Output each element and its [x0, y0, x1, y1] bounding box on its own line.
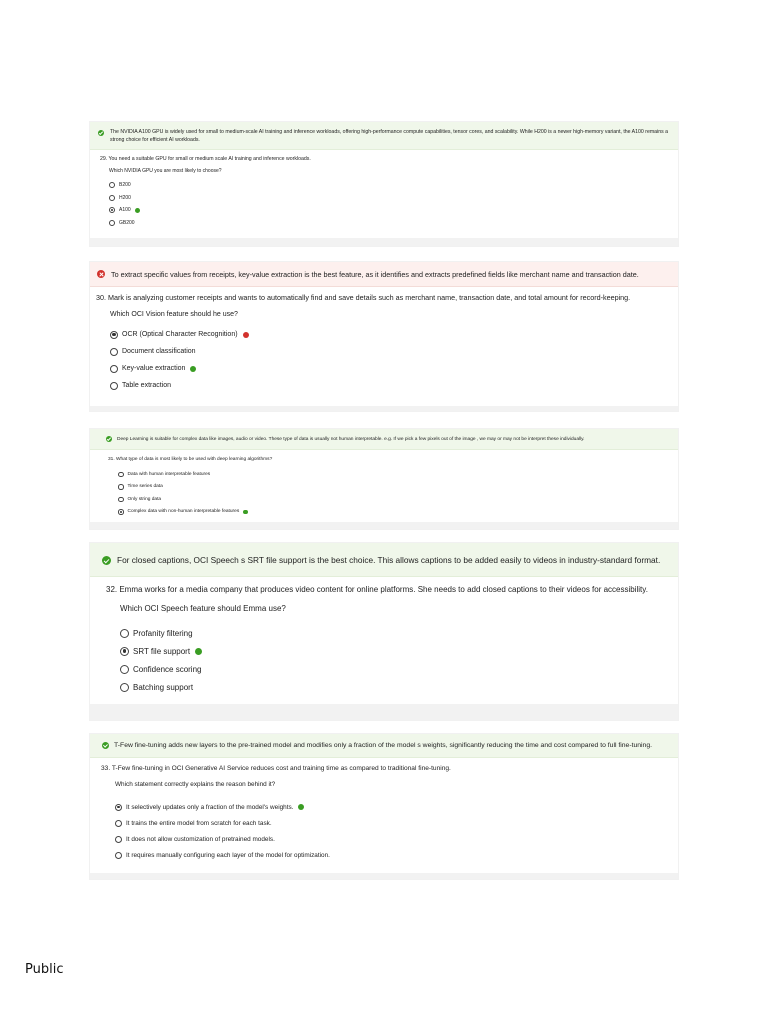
radio-button[interactable] [110, 348, 118, 356]
question-card-31 [90, 429, 678, 529]
check-circle-icon [106, 436, 112, 442]
option-label: Only string data [127, 496, 162, 502]
option-time-series[interactable] [118, 481, 678, 494]
feedback-text: To extract specific values from receipts, key-value extraction is the best feature, as it identifies and extracts predefined fields like merchant name and transaction date. [111, 270, 639, 279]
card-footer-shade [90, 704, 678, 720]
check-circle-icon [102, 556, 111, 565]
radio-button[interactable] [118, 472, 124, 478]
option-human-interpretable[interactable] [118, 468, 678, 481]
option-profanity-filtering[interactable] [120, 624, 678, 642]
radio-button-selected[interactable] [115, 804, 122, 811]
option-label: Confidence scoring [133, 664, 202, 674]
option-selective-update[interactable] [115, 799, 678, 815]
radio-button-selected[interactable] [120, 647, 129, 656]
option-label: It trains the entire model from scratch for each task. [126, 819, 272, 827]
question-card-30 [90, 262, 678, 411]
error-circle-icon [97, 270, 105, 278]
feedback-text: T-Few fine-tuning adds new layers to the pre-trained model and modifies only a fraction of the model s weights, significantly reducing the time and cost compared to full fine-tuning. [114, 742, 652, 749]
question-card-32 [90, 543, 678, 720]
option-b200[interactable] [109, 179, 678, 192]
radio-button[interactable] [109, 195, 115, 201]
card-footer-shade [90, 873, 678, 879]
option-label: It requires manually configuring each layer of the model for optimization. [126, 851, 330, 859]
options-list [90, 462, 678, 518]
option-label: OCR (Optical Character Recognition) [122, 331, 238, 338]
option-label: It selectively updates only a fraction of the model's weights. [126, 803, 294, 811]
check-circle-icon [102, 742, 109, 749]
option-label: Table extraction [122, 382, 172, 389]
option-manual-layer-config[interactable] [115, 847, 678, 863]
option-no-customization[interactable] [115, 831, 678, 847]
check-circle-icon [98, 130, 104, 136]
feedback-banner [90, 429, 678, 450]
feedback-banner [90, 122, 678, 150]
question-text: 32. Emma works for a media company that produces video content for online platforms. She needs to add closed captions to their videos for accessibility. [106, 585, 648, 594]
incorrect-dot-icon [243, 332, 249, 338]
correct-dot-icon [190, 366, 196, 372]
radio-button[interactable] [115, 836, 122, 843]
radio-button[interactable] [110, 382, 118, 390]
option-complex-data[interactable] [118, 506, 678, 519]
correct-dot-icon [135, 208, 140, 213]
card-footer-shade [90, 238, 678, 246]
radio-button[interactable] [118, 484, 124, 490]
option-label: Profanity filtering [133, 628, 193, 638]
option-label: Batching support [133, 682, 194, 692]
feedback-banner [90, 734, 678, 758]
feedback-banner [90, 543, 678, 577]
options-list [90, 174, 678, 229]
card-footer-shade [90, 406, 678, 411]
option-label: H200 [119, 194, 131, 201]
question-prompt: Which OCI Vision feature should he use? [110, 311, 238, 318]
option-confidence-scoring[interactable] [120, 660, 678, 678]
option-document-classification[interactable] [110, 343, 678, 360]
radio-button-selected[interactable] [109, 207, 115, 213]
radio-button[interactable] [120, 665, 129, 674]
radio-button-selected[interactable] [110, 331, 118, 339]
feedback-banner [90, 262, 678, 287]
option-a100[interactable] [109, 204, 678, 217]
radio-button[interactable] [109, 220, 115, 226]
option-label: SRT file support [133, 646, 191, 656]
radio-button-selected[interactable] [118, 509, 124, 515]
option-label: A100 [119, 207, 131, 214]
question-text: 30. Mark is analyzing customer receipts and wants to automatically find and save details such as merchant name, transaction date, and total amount for record-keeping. [96, 293, 631, 302]
question-prompt: Which statement correctly explains the reason behind it? [115, 781, 276, 788]
option-string-data[interactable] [118, 493, 678, 506]
question-prompt: Which OCI Speech feature should Emma use? [120, 604, 286, 613]
option-label: Complex data with non-human interpretable features [127, 509, 240, 515]
option-key-value-extraction[interactable] [110, 360, 678, 377]
option-label: Data with human interpretable features [127, 471, 211, 477]
correct-dot-icon [195, 648, 202, 655]
question-text: 33. T-Few fine-tuning in OCI Generative AI Service reduces cost and training time as compared to traditional fine-tuning. [101, 765, 451, 772]
option-label: B200 [119, 182, 131, 189]
radio-button[interactable] [120, 683, 129, 692]
feedback-text: The NVIDIA A100 GPU is widely used for small to medium-scale AI training and inference workloads, offering high-performance compute capabilities, tensor cores, and scalability. While H200 is a newer high-memory variant, the A100 remains a strong choice for efficient AI workloads. [110, 129, 669, 143]
option-h200[interactable] [109, 192, 678, 205]
option-gb200[interactable] [109, 217, 678, 230]
feedback-text: Deep Learning is suitable for complex data like images, audio or video. These type of data is usually not human interpretable. e.g. If we pick a few pixels out of the image , we may or may not be interpret these individually. [117, 437, 585, 442]
radio-button[interactable] [115, 852, 122, 859]
options-list [90, 788, 678, 863]
question-card-33 [90, 734, 678, 879]
question-card-29 [90, 122, 678, 246]
option-train-from-scratch[interactable] [115, 815, 678, 831]
card-footer-shade [90, 522, 678, 529]
question-text: 31. What type of data is most likely to be used with deep learning algorithms? [108, 457, 273, 462]
option-batching-support[interactable] [120, 678, 678, 696]
options-list [90, 613, 678, 696]
radio-button[interactable] [118, 497, 124, 503]
option-table-extraction[interactable] [110, 377, 678, 394]
option-label: It does not allow customization of pretrained models. [126, 835, 275, 843]
radio-button[interactable] [115, 820, 122, 827]
question-prompt: Which NVIDIA GPU you are most likely to choose? [109, 168, 222, 174]
feedback-text: For closed captions, OCI Speech s SRT file support is the best choice. This allows captions to be added easily to videos in industry-standard format. [117, 555, 661, 565]
correct-dot-icon [298, 804, 304, 810]
option-label: Time series data [127, 484, 163, 490]
option-srt-file-support[interactable] [120, 642, 678, 660]
radio-button[interactable] [120, 629, 129, 638]
correct-dot-icon [243, 510, 248, 515]
radio-button[interactable] [110, 365, 118, 373]
radio-button[interactable] [109, 182, 115, 188]
option-label: Key-value extraction [122, 365, 186, 372]
question-text: 29. You need a suitable GPU for small or medium scale AI training and inference workloads. [100, 156, 311, 162]
option-ocr[interactable] [110, 326, 678, 343]
classification-label: Public [25, 962, 64, 977]
options-list [90, 318, 678, 394]
option-label: Document classification [122, 348, 196, 355]
option-label: GB200 [119, 219, 135, 226]
